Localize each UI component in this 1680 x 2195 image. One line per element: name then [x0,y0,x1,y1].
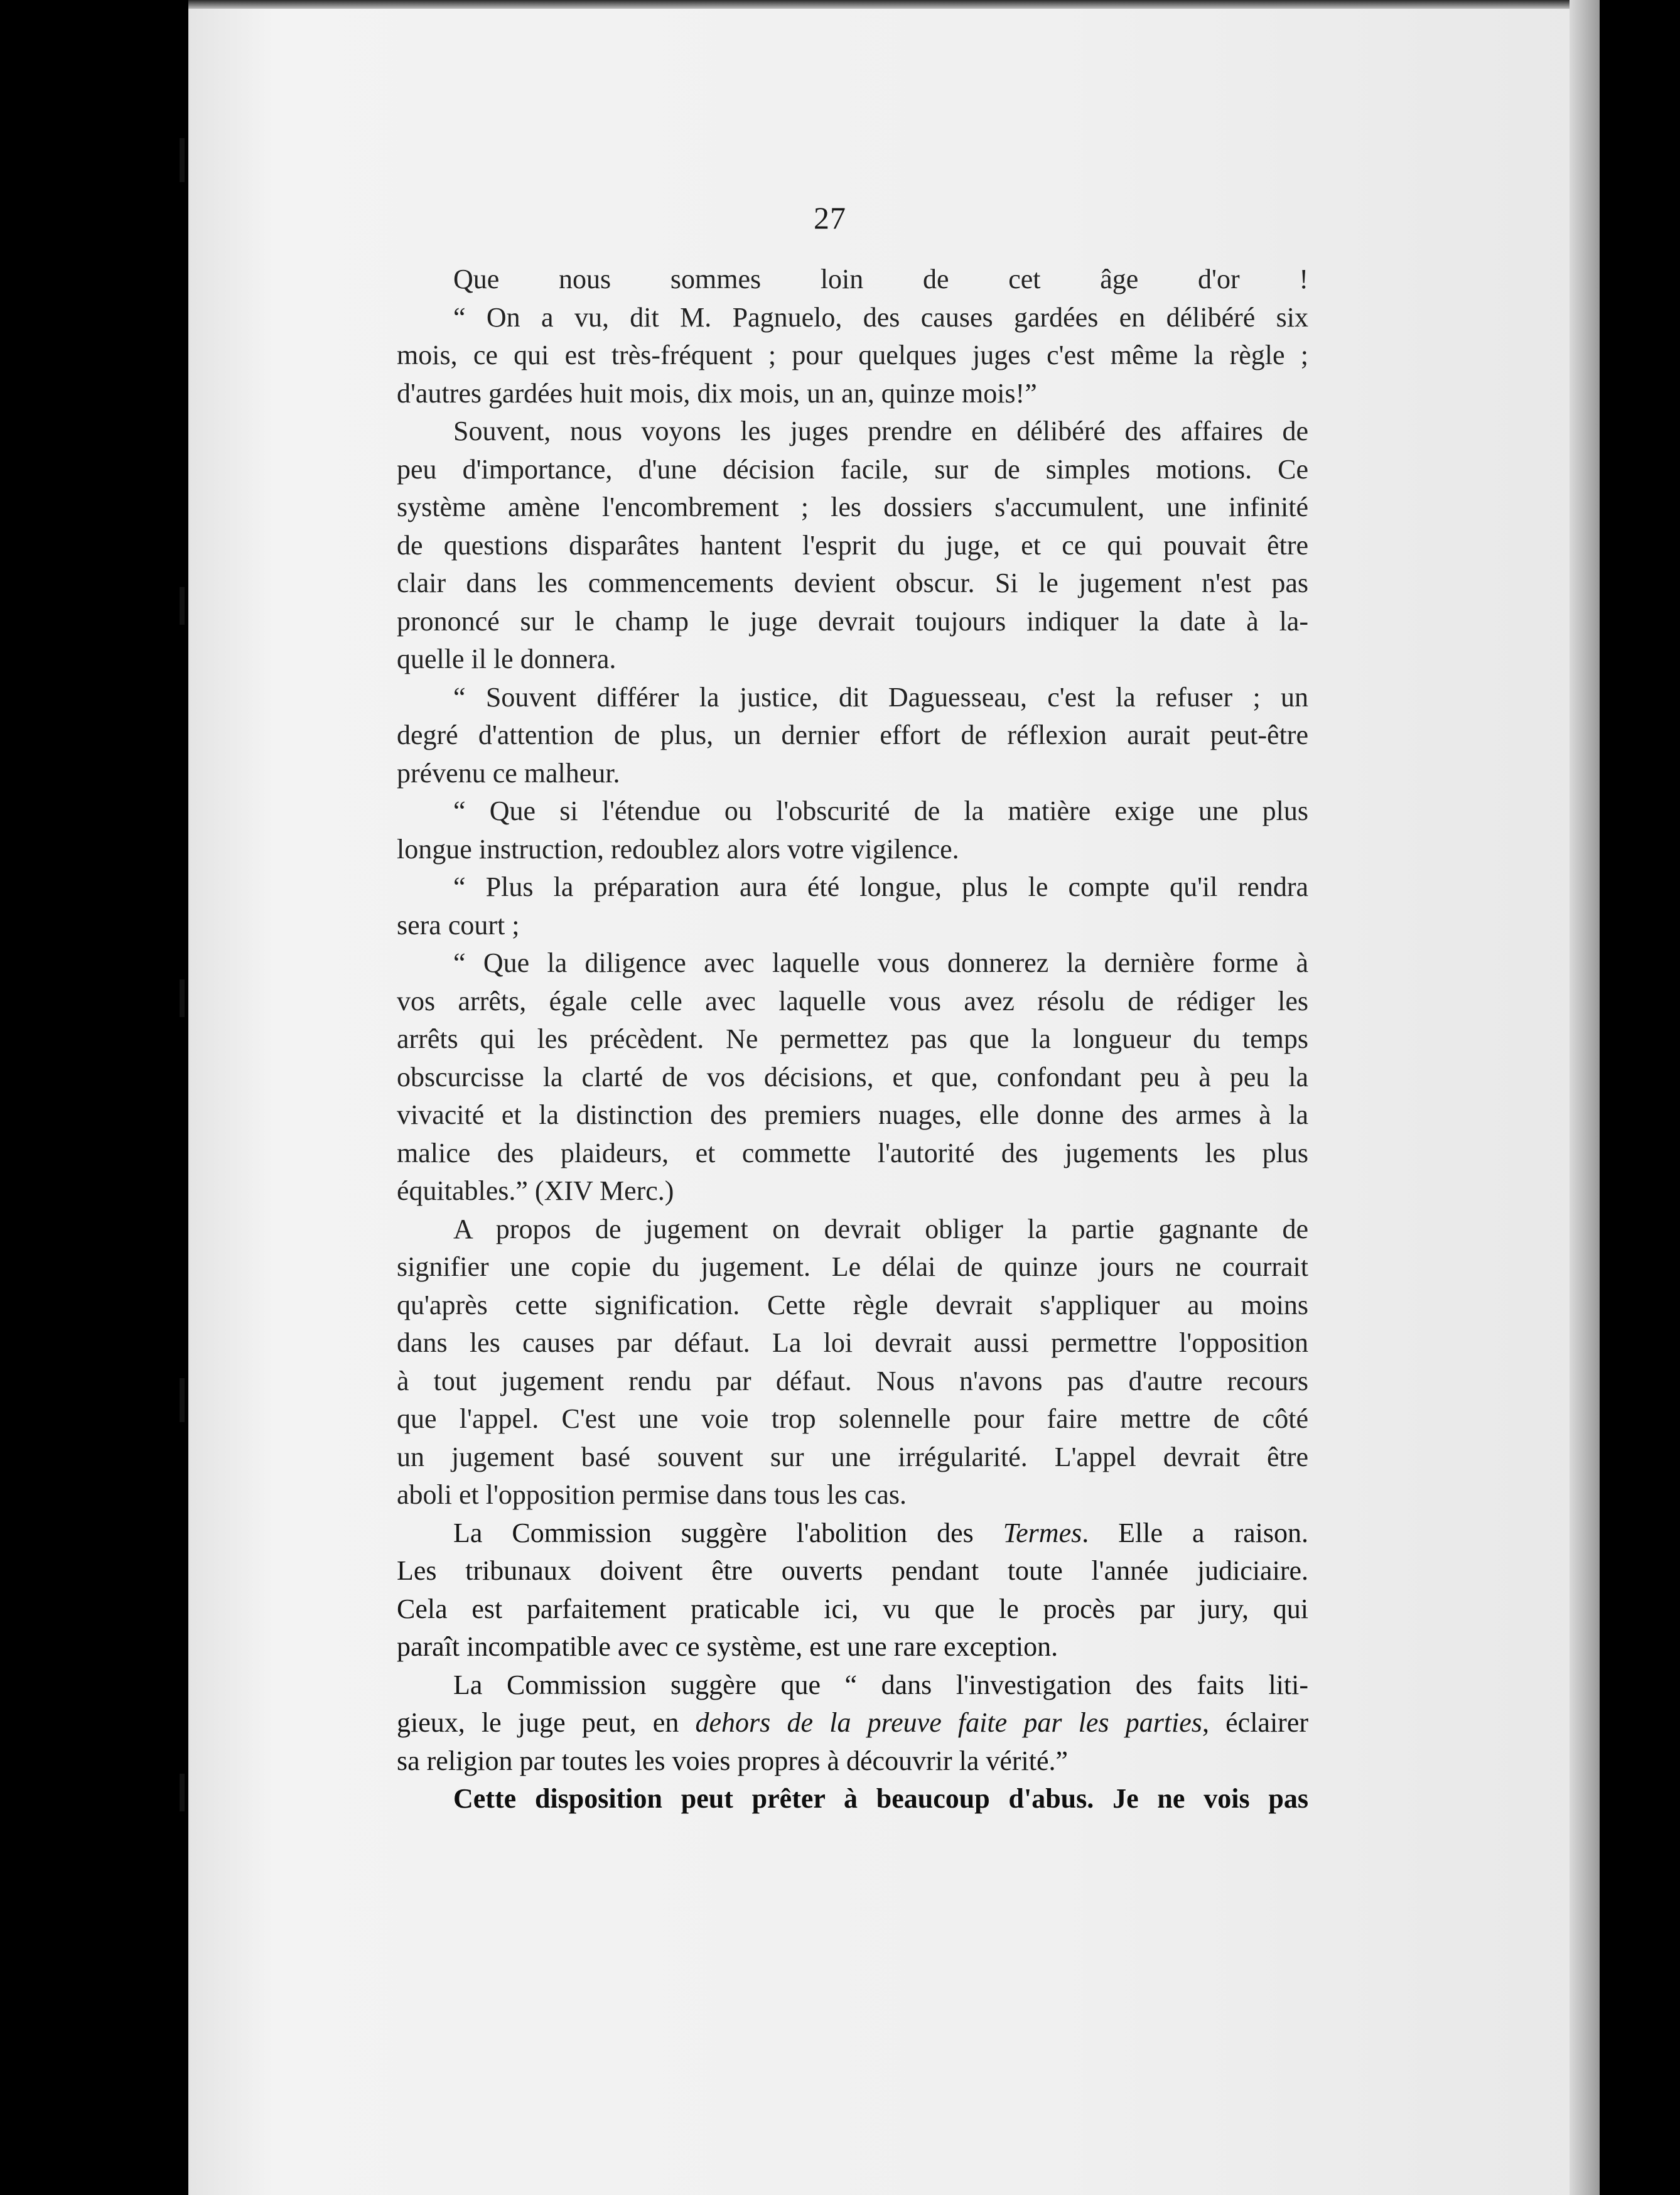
text-line [397,907,1308,945]
text-line [397,1666,1308,1705]
text-line [397,1514,1308,1553]
text-segment: Cela est parfaitement praticable ici, vu que le procès par jury, qui [397,1593,1308,1624]
text-line [397,1059,1308,1097]
text-segment: d'autres gardées huit mois, dix mois, un an, quinze mois!” [397,377,1037,409]
text-line [397,527,1308,565]
text-segment: obscurcisse la clarté de vos décisions, et que, confondant peu à peu la [397,1061,1308,1092]
text-segment: “ Que la diligence avec laquelle vous donnerez la dernière forme à [453,947,1308,978]
text-segment: A propos de jugement on devrait obliger la partie gagnante de [453,1213,1308,1244]
text-segment: Cette disposition peut prêter à beaucoup d'abus. Je ne vois pas [453,1783,1308,1814]
text-line [397,1135,1308,1173]
text-segment: sa religion par toutes les voies propres à découvrir la vérité.” [397,1745,1069,1776]
italic-text: Termes [1003,1517,1082,1548]
text-segment: “ Souvent différer la justice, dit Daguesseau, c'est la refuser ; un [453,681,1308,713]
text-line [397,983,1308,1021]
text-segment: sera court ; [397,909,520,941]
text-segment: malice des plaideurs, et commette l'autorité des jugements les plus [397,1137,1308,1168]
text-segment: à tout jugement rendu par défaut. Nous n'avons pas d'autre recours [397,1365,1308,1396]
text-line [397,1476,1308,1514]
text-segment: Que nous sommes loin de cet âge d'or ! [453,264,1308,294]
text-line [397,792,1308,831]
text-segment: Souvent, nous voyons les juges prendre en délibéré des affaires de [453,416,1308,446]
text-line [397,1211,1308,1249]
text-segment: gieux, le juge peut, en [397,1707,696,1738]
text-segment: arrêts qui les précèdent. Ne permettez pas que la longueur du temps [397,1023,1308,1054]
text-segment: “ Plus la préparation aura été longue, plus le compte qu'il rendra [453,871,1308,902]
text-line [397,1172,1308,1211]
text-segment: mois, ce qui est très-fréquent ; pour quelques juges c'est même la règle ; [397,340,1308,370]
text-segment: degré d'attention de plus, un dernier effort de réflexion aurait peut-être [397,720,1308,750]
page-number: 27 [814,200,846,235]
margin-mark [180,587,185,625]
text-line [397,337,1308,375]
text-line [397,1552,1308,1590]
text-segment: dans les causes par défaut. La loi devrait aussi permettre l'opposition [397,1327,1308,1358]
text-line [397,1742,1308,1781]
text-segment: , éclairer [1202,1707,1308,1738]
margin-mark [180,1378,185,1422]
text-segment: que l'appel. C'est une voie trop solennelle pour faire mettre de côté [397,1403,1308,1434]
margin-mark [180,138,185,182]
text-line [397,375,1308,413]
text-segment: . Elle a raison. [1082,1517,1308,1548]
text-segment: système amène l'encombrement ; les dossiers s'accumulent, une infinité [397,492,1308,522]
text-line [397,451,1308,489]
italic-text: dehors de la preuve faite par les parties [695,1707,1202,1738]
text-segment: signifier une copie du jugement. Le délai de quinze jours ne courrait [397,1251,1308,1282]
text-line [397,716,1308,755]
text-segment: longue instruction, redoublez alors votre vigilence. [397,833,959,865]
text-line [397,944,1308,983]
text-segment: vivacité et la distinction des premiers nuages, elle donne des armes à la [397,1099,1308,1130]
page-top-edge [188,0,1600,9]
text-segment: clair dans les commencements devient obscur. Si le jugement n'est pas [397,568,1308,598]
text-line [397,1704,1308,1742]
text-line [397,1286,1308,1325]
text-line [397,1400,1308,1438]
text-line [397,488,1308,527]
text-segment: prononcé sur le champ le juge devrait toujours indiquer la date à la- [397,605,1308,637]
text-segment: équitables.” (XIV Merc.) [397,1175,674,1206]
text-line [397,261,1308,299]
text-segment: prévenu ce malheur. [397,757,620,789]
text-line [397,679,1308,717]
text-segment: “ Que si l'étendue ou l'obscurité de la matière exige une plus [453,795,1308,826]
margin-mark [180,1774,185,1811]
text-segment: vos arrêts, égale celle avec laquelle vous avez résolu de rédiger les [397,985,1308,1017]
text-line [397,1020,1308,1059]
text-line [397,1362,1308,1401]
text-segment: La Commission suggère l'abolition des [453,1517,1003,1548]
text-segment: aboli et l'opposition permise dans tous les cas. [397,1479,907,1510]
text-segment: peu d'importance, d'une décision facile, sur de simples motions. Ce [397,453,1308,485]
text-line [397,755,1308,793]
text-line [397,831,1308,869]
text-segment: un jugement basé souvent sur une irrégularité. L'appel devrait être [397,1441,1308,1472]
text-line [397,1096,1308,1135]
margin-mark [180,979,185,1017]
text-line [397,564,1308,603]
text-segment: qu'après cette signification. Cette règle devrait s'appliquer au moins [397,1289,1308,1320]
text-segment: de questions disparâtes hantent l'esprit du juge, et ce qui pouvait être [397,529,1308,561]
body-text [397,261,1308,1818]
text-segment: La Commission suggère que “ dans l'investigation des faits liti- [453,1669,1308,1700]
text-line [397,299,1308,337]
text-line [397,1248,1308,1286]
text-segment: Les tribunaux doivent être ouverts pendant toute l'année judiciaire. [397,1555,1308,1586]
text-segment: “ On a vu, dit M. Pagnuelo, des causes gardées en délibéré six [453,301,1308,333]
text-line [397,640,1308,679]
text-line [397,1324,1308,1362]
text-line [397,1628,1308,1666]
text-line [397,1590,1308,1629]
text-segment: paraît incompatible avec ce système, est une rare exception. [397,1631,1058,1662]
text-segment: quelle il le donnera. [397,644,617,674]
text-line [397,1780,1308,1818]
text-line [397,413,1308,451]
page-right-edge [1570,0,1600,2195]
text-line [397,1438,1308,1477]
text-line [397,868,1308,907]
text-line [397,603,1308,641]
